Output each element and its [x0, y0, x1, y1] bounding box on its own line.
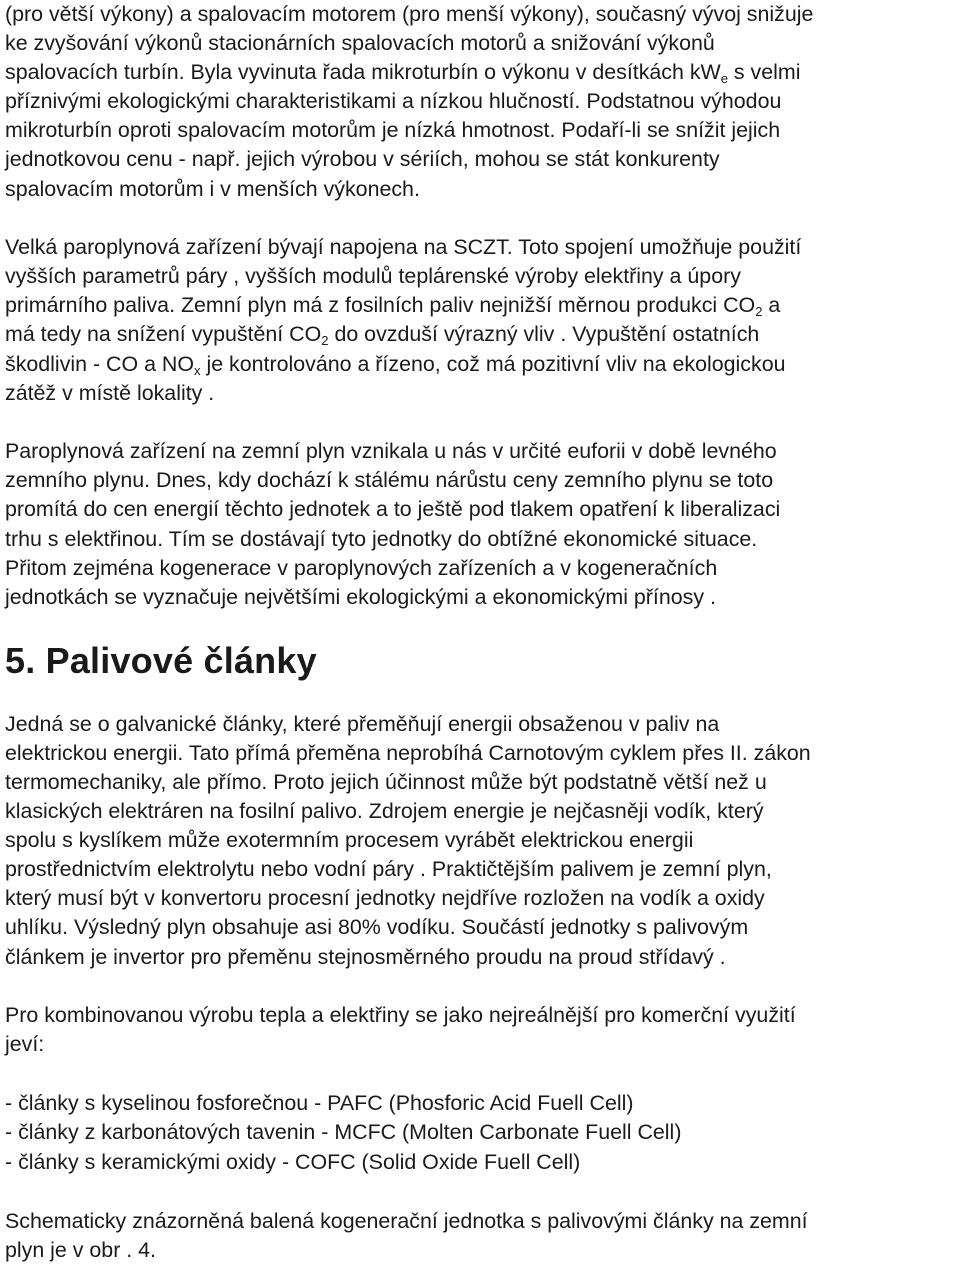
text-line: Paroplynová zařízení na zemní plyn vznikala u nás v určité euforii v době levného: [5, 439, 777, 464]
text-line: uhlíku. Výsledný plyn obsahuje asi 80% vodíku. Součástí jednotky s palivovým: [5, 915, 749, 940]
text-line: [5, 320, 957, 349]
text-line: spalovacím motorům i v menších výkonech.: [5, 176, 420, 201]
subscript: x: [194, 362, 201, 378]
text-line: Schematicky znázorněná balená kogenerační jednotka s palivovými články na zemní: [5, 1208, 808, 1233]
paragraph-spacer: [5, 972, 957, 1002]
text-line: klasických elektráren na fosilní palivo. Zdrojem energie je nejčasněji vodík, který: [5, 799, 764, 824]
paragraph-spacer: [5, 408, 957, 438]
text-line: Pro kombinovanou výrobu tepla a elektřiny se jako nejreálnější pro komerční využití: [5, 1003, 796, 1028]
paragraph-spacer: [5, 204, 957, 234]
text-line: zemního plynu. Dnes, kdy dochází k stálému nárůstu ceny zemního plynu se toto: [5, 468, 774, 493]
text-line: zátěž v místě lokality .: [5, 380, 215, 405]
text-run: spalovacích turbín. Byla vyvinuta řada mikroturbín o výkonu v desítkách kW: [5, 60, 721, 85]
text-line: [5, 350, 957, 379]
text-run: škodlivin - CO a NO: [5, 351, 194, 376]
text-line: ke zvyšování výkonů stacionárních spalovacích motorů a snižování výkonů: [5, 31, 715, 56]
paragraph-gas-prices: [5, 437, 957, 612]
text-line: příznivými ekologickými charakteristikami a nízkou hlučností. Podstatnou výhodou: [5, 89, 782, 114]
text-line: Přitom zejména kogenerace v paroplynových zařízeních a v kogeneračních: [5, 555, 718, 580]
text-line: Velká paroplynová zařízení bývají napojena na SCZT. Toto spojení umožňuje použití: [5, 235, 802, 260]
text-run: má tedy na snížení vypuštění CO: [5, 322, 322, 347]
document-page: [5, 0, 957, 1265]
text-line: spolu s kyslíkem může exotermním procesem vyrábět elektrickou energii: [5, 828, 694, 853]
paragraph-spacer: [5, 612, 957, 641]
text-line: mikroturbín oproti spalovacím motorům je nízká hmotnost. Podaří-li se snížit jejich: [5, 118, 781, 143]
section-heading: 5. Palivové články: [5, 639, 317, 681]
text-line: jeví:: [5, 1032, 45, 1057]
paragraph-spacer: [5, 1177, 957, 1207]
text-run: primárního paliva. Zemní plyn má z fosilních paliv nejnižší měrnou produkci CO: [5, 293, 756, 318]
text-run: do ovzduší výrazný vliv . Vypuštění ostatních: [328, 322, 760, 347]
text-line: článkem je invertor pro přeměnu stejnosměrného proudu na proud střídavý .: [5, 944, 726, 969]
subscript: 2: [321, 333, 329, 349]
paragraph-combined-production: [5, 1001, 957, 1059]
text-run: s velmi: [727, 60, 801, 85]
text-line: jednotkovou cenu - např. jejich výrobou v sériích, mohou se stát konkurenty: [5, 147, 720, 172]
paragraph-combined-cycle-sczt: [5, 233, 957, 408]
text-line: promítá do cen energií těchto jednotek a to ještě pod tlakem opatření k liberalizaci: [5, 497, 781, 522]
paragraph-fuel-cells-intro: [5, 710, 957, 972]
text-line: elektrickou energii. Tato přímá přeměna neprobíhá Carnotovým cyklem přes II. zákon: [5, 740, 811, 765]
text-run: a: [762, 293, 781, 318]
list-item: - články z karbonátových tavenin - MCFC (Molten Carbonate Fuell Cell): [5, 1120, 682, 1145]
paragraph-spacer: [5, 681, 957, 710]
text-line: termomechaniky, ale přímo. Proto jejich účinnost může být podstatně větší než u: [5, 769, 767, 794]
text-line: plyn je v obr . 4.: [5, 1237, 156, 1262]
text-line: jednotkách se vyznačuje největšími ekologickými a ekonomickými přínosy .: [5, 584, 716, 609]
text-line: [5, 58, 957, 87]
text-line: [5, 291, 957, 320]
text-run: je kontrolováno a řízeno, což má pozitivní vliv na ekologickou: [200, 351, 786, 376]
text-line: který musí být v konvertoru procesní jednotky nejdříve rozložen na vodík a oxidy: [5, 886, 765, 911]
text-line: trhu s elektřinou. Tím se dostávají tyto jednotky do obtížné ekonomické situace.: [5, 526, 758, 551]
subscript: e: [720, 71, 728, 87]
list-item: - články s keramickými oxidy - COFC (Solid Oxide Fuell Cell): [5, 1149, 581, 1174]
paragraph-microturbines: [5, 0, 957, 204]
list-item: - články s kyselinou fosforečnou - PAFC (Phosforic Acid Fuell Cell): [5, 1090, 634, 1115]
paragraph-figure-reference: [5, 1207, 957, 1265]
paragraph-spacer: [5, 1059, 957, 1089]
text-line: prostřednictvím elektrolytu nebo vodní páry . Praktičtějším palivem je zemní plyn,: [5, 857, 772, 882]
subscript: 2: [755, 304, 763, 320]
text-line: vyšších parametrů páry , vyšších modulů teplárenské výroby elektřiny a úpory: [5, 264, 741, 289]
text-line: (pro větší výkony) a spalovacím motorem (pro menší výkony), současný vývoj snižuje: [5, 2, 814, 26]
text-line: Jedná se o galvanické články, které přeměňují energii obsaženou v paliv na: [5, 711, 720, 736]
fuel-cell-types-list: [5, 1089, 957, 1178]
